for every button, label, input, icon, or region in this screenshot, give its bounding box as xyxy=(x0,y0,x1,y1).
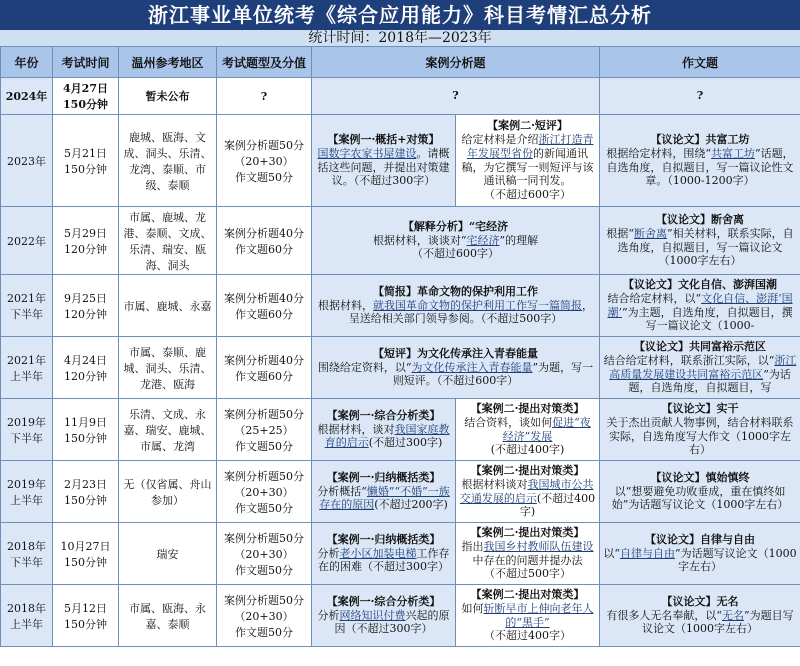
case-one-cell-body xyxy=(315,547,452,575)
essay-cell xyxy=(600,337,800,399)
case-cell-text: ”的理解 xyxy=(499,233,539,247)
question-type-cell: 案例分析题50分 （20+30） 作文题50分 xyxy=(217,461,312,523)
essay-cell xyxy=(600,115,800,207)
essay-cell-text: ”为话题，自选角度，自拟题目，写 xyxy=(628,367,791,395)
case-one-cell-text: 工作存在的困难（不超过300字） xyxy=(318,546,450,574)
case-two-cell-topic: 促进“夜经济”发展 xyxy=(502,415,591,443)
area-cell: 无（仅省属、舟山参加） xyxy=(119,461,217,523)
case-one-cell-text: (不超过200字) xyxy=(374,498,448,512)
case-cell-title: 【解释分析】“宅经济 xyxy=(402,219,509,233)
case-one-cell-text: 。请概括这些问题，并提出对策建议。（不超过300字） xyxy=(317,146,450,188)
table-row xyxy=(1,115,800,207)
case-cell-title: 【简报】革命文物的保护利用工作 xyxy=(373,284,538,298)
case-cell-text: 根据材料，谈谈对“ xyxy=(372,233,467,247)
stat-period: 统计时间：2018年—2023年 xyxy=(0,30,800,46)
year-cell: 2023年 xyxy=(1,115,53,207)
case-two-cell-title: 【案例二·提出对策类】 xyxy=(470,526,585,539)
case-two-cell-topic: 浙江打造青年发展型省份 xyxy=(467,133,594,160)
case-two-cell-title: 【案例二·提出对策类】 xyxy=(470,402,585,415)
col-case: 案例分析题 xyxy=(312,47,600,78)
year-cell: 2019年 上半年 xyxy=(1,461,53,523)
essay-cell-title: 【议论文】共富工坊 xyxy=(650,133,750,146)
exam-time-cell: 4月24日 120分钟 xyxy=(53,337,119,399)
case-two-cell-text: (不超过400字) xyxy=(519,491,596,519)
case-two-cell xyxy=(456,585,600,647)
case-two-cell-text: 中存在的问题并提办法 xyxy=(472,553,583,567)
case-one-cell xyxy=(312,461,456,523)
exam-time-cell: 2月23日 150分钟 xyxy=(53,461,119,523)
case-one-cell-topic: 老小区加装电梯 xyxy=(339,546,417,560)
question-type-cell: 案例分析题50分 （20+30） 作文题50分 xyxy=(217,523,312,585)
case-one-cell-body xyxy=(315,147,452,188)
case-two-cell-text: 指出 xyxy=(461,539,484,553)
case-two-cell-topic: 斩断早市上伸向老年人的“黑手” xyxy=(483,601,594,629)
case-one-cell-body xyxy=(315,423,452,451)
question-type-cell: ? xyxy=(217,78,312,115)
essay-cell-title: 【议论文】文化自信、澎湃国潮 xyxy=(623,278,778,291)
table-row xyxy=(1,461,800,523)
case-cell xyxy=(312,337,600,399)
case-two-cell-body xyxy=(459,133,596,188)
case-one-cell xyxy=(312,399,456,461)
essay-cell-title: 【议论文】自律与自由 xyxy=(645,532,756,546)
case-two-cell-limit: (不超过400字) xyxy=(490,443,565,457)
case-two-cell-title: 【案例二·提出对策类】 xyxy=(470,588,585,601)
essay-cell xyxy=(600,275,800,337)
essay-cell xyxy=(600,585,800,647)
case-one-cell-topic: 网络知识付费 xyxy=(339,608,406,622)
case-cell xyxy=(312,275,600,337)
case-one-cell xyxy=(312,585,456,647)
case-one-cell-title: 【案例一·综合分析类】 xyxy=(326,408,441,422)
essay-cell-body xyxy=(603,292,797,333)
year-cell: 2022年 xyxy=(1,207,53,275)
essay-cell xyxy=(600,399,800,461)
question-type-cell: 案例分析题40分 作文题60分 xyxy=(217,275,312,337)
question-type-cell: 案例分析题50分 （25+25） 作文题50分 xyxy=(217,399,312,461)
case-cell-limit: （不超过600字） xyxy=(412,247,499,261)
exam-time-cell: 5月12日 150分钟 xyxy=(53,585,119,647)
col-time: 考试时间 xyxy=(53,47,119,78)
case-two-cell-limit: （不超过500字） xyxy=(484,567,571,581)
table-row xyxy=(1,585,800,647)
case-cell-topic: 宅经济 xyxy=(466,233,500,247)
case-cell xyxy=(312,78,600,115)
exam-time-cell: 4月27日 150分钟 xyxy=(53,78,119,115)
case-two-cell-topic: 我国城市公共交通发展的启示 xyxy=(459,477,594,505)
essay-cell-title: 【议论文】断舍离 xyxy=(656,213,745,226)
essay-cell xyxy=(600,207,800,275)
case-two-cell-title: 【案例二·提出对策类】 xyxy=(470,464,585,477)
table-row xyxy=(1,523,800,585)
col-essay: 作文题 xyxy=(600,47,800,78)
case-one-cell-title: 【案例一·概括+对策】 xyxy=(327,133,440,146)
essay-cell xyxy=(600,78,800,115)
essay-cell-text: 结合给定材料，联系浙江实际，以“ xyxy=(603,353,775,367)
essay-cell-title: ? xyxy=(696,89,704,103)
essay-cell-text: 有很多人无名奉献，以“ xyxy=(606,608,723,622)
exam-summary-table xyxy=(0,46,800,647)
essay-cell-topic: 浙江高质量发展建设共同富裕示范区 xyxy=(609,353,797,381)
case-two-cell-body xyxy=(459,602,596,630)
case-one-cell-title: 【案例一·归纳概括类】 xyxy=(326,470,441,484)
area-cell: 瑞安 xyxy=(119,523,217,585)
essay-cell-title: 【议论文】慎始慎终 xyxy=(650,470,750,484)
essay-cell-topic: 文化自信、澎湃‘国潮’ xyxy=(607,291,793,319)
case-cell-topic: 为文化传承注入青春能量 xyxy=(411,360,533,374)
essay-cell-topic: 无名 xyxy=(722,608,745,622)
case-two-cell xyxy=(456,399,600,461)
year-cell: 2024年 xyxy=(1,78,53,115)
case-one-cell-topic: 我国家庭教育的启示 xyxy=(324,422,450,450)
essay-cell-topic: 共富工坊 xyxy=(711,146,756,160)
exam-time-cell: 9月25日 120分钟 xyxy=(53,275,119,337)
question-type-cell: 案例分析题40分 作文题60分 xyxy=(217,337,312,399)
area-cell: 市属、泰顺、鹿城、洞头、乐清、龙港、瓯海 xyxy=(119,337,217,399)
case-two-cell-text: 结合资料，谈如何 xyxy=(464,415,553,429)
year-cell: 2019年 下半年 xyxy=(1,399,53,461)
essay-cell-topic: 自律与自由 xyxy=(620,546,676,560)
case-one-cell-text: 分析概括“ xyxy=(317,484,367,498)
essay-cell-text: ”为主题，自选角度，自拟题目，撰写一篇议论文（1000- xyxy=(621,305,793,333)
table-row xyxy=(1,78,800,115)
case-two-cell-topic: 我国乡村教师队伍建设 xyxy=(483,539,594,553)
essay-cell-text: 根据给定材料，围绕“ xyxy=(606,146,712,160)
case-one-cell-text: (不超过300字) xyxy=(368,436,443,450)
page-title: 浙江事业单位统考《综合应用能力》科目考情汇总分析 xyxy=(0,0,800,30)
case-one-cell xyxy=(312,523,456,585)
area-cell: 市属、鹿城、永嘉 xyxy=(119,275,217,337)
essay-cell-body xyxy=(603,227,797,268)
question-type-cell: 案例分析题50分 （20+30） 作文题50分 xyxy=(217,585,312,647)
case-cell xyxy=(312,207,600,275)
case-cell-text: ，呈送给相关部门领导参阅。（不超过500字） xyxy=(348,298,593,326)
case-two-cell-body xyxy=(459,416,596,444)
case-two-cell xyxy=(456,523,600,585)
case-two-cell-limit: （不超过600字） xyxy=(484,188,571,201)
exam-time-cell: 5月21日 150分钟 xyxy=(53,115,119,207)
essay-cell-text: ”相关材料，联系实际，自选角度，自拟题目，写一篇议论文（1000字左右） xyxy=(617,226,794,268)
case-two-cell xyxy=(456,115,600,207)
essay-cell-body xyxy=(603,547,797,575)
case-one-cell-body xyxy=(315,485,452,513)
exam-time-cell: 10月27日 150分钟 xyxy=(53,523,119,585)
case-one-cell-topic: 国数字农家书屋建设 xyxy=(317,146,417,160)
case-cell-text: 围绕给定资料，以“ xyxy=(317,360,412,374)
case-cell-body xyxy=(315,361,596,389)
question-type-cell: 案例分析题50分 （20+30） 作文题50分 xyxy=(217,115,312,207)
area-cell: 乐清、文成、永嘉、瑞安、鹿城、市属、龙湾 xyxy=(119,399,217,461)
case-one-cell-text: 分析 xyxy=(317,608,340,622)
year-cell: 2018年 下半年 xyxy=(1,523,53,585)
essay-cell-text: 以“ xyxy=(603,546,621,560)
essay-cell-text: ”为话题写议论文（1000字左右） xyxy=(675,546,797,574)
essay-cell-text: ”话题，自选角度，自拟题目，写一篇议论性文章。（1000-1200字） xyxy=(606,146,794,188)
col-area: 温州参考地区 xyxy=(119,47,217,78)
essay-cell-topic: 断舍离 xyxy=(634,226,668,240)
case-two-cell-body xyxy=(459,540,596,568)
case-two-cell-text: 的新闻通讯稿，为它撰写一则短评与该通讯稿一同刊发。 xyxy=(461,146,594,188)
year-cell: 2021年 下半年 xyxy=(1,275,53,337)
case-two-cell-title: 【案例二·短评】 xyxy=(487,119,568,133)
case-one-cell-text: 兴起的原因（不超过300字） xyxy=(334,608,450,636)
essay-cell xyxy=(600,461,800,523)
essay-cell-text: ”为题目写议论文（1000字左右） xyxy=(642,608,794,636)
essay-cell-body xyxy=(603,609,797,637)
case-one-cell-topic: 懒婚”“不婚”一族存在的原因 xyxy=(319,484,450,512)
table-row xyxy=(1,399,800,461)
essay-cell-title: 【议论文】共同富裕示范区 xyxy=(634,340,767,353)
essay-cell-title: 【议论文】实干 xyxy=(661,402,739,415)
year-cell: 2021年 上半年 xyxy=(1,337,53,399)
case-two-cell-limit: （不超过400字） xyxy=(484,629,571,643)
essay-cell-text: 关于杰出贡献人物事例，结合材料联系实际，自选角度写大作文（1000字左右） xyxy=(606,415,794,457)
table-header-row xyxy=(1,47,800,78)
case-cell-topic: 就我国革命文物的保护利用工作写一篇简报 xyxy=(373,298,582,312)
case-cell-text: ”为题，写一则短评。（不超过600字） xyxy=(392,360,594,388)
case-one-cell-title: 【案例一·归纳概括类】 xyxy=(326,532,441,546)
case-cell-body xyxy=(315,234,596,248)
year-cell: 2018年 上半年 xyxy=(1,585,53,647)
case-one-cell-body xyxy=(315,609,452,637)
case-two-cell-text: 如何 xyxy=(461,601,484,615)
exam-time-cell: 11月9日 150分钟 xyxy=(53,399,119,461)
table-row xyxy=(1,207,800,275)
area-cell: 鹿城、瓯海、文成、洞头、乐清、龙湾、泰顺、市级、泰顺 xyxy=(119,115,217,207)
case-two-cell xyxy=(456,461,600,523)
case-one-cell-title: 【案例一·综合分析类】 xyxy=(326,594,441,608)
table-row xyxy=(1,275,800,337)
area-cell: 市属、瓯海、永嘉、泰顺 xyxy=(119,585,217,647)
essay-cell-body xyxy=(603,354,797,395)
case-one-cell-text: 分析 xyxy=(317,546,340,560)
col-type: 考试题型及分值 xyxy=(217,47,312,78)
essay-cell-title: 【议论文】无名 xyxy=(661,594,739,608)
area-cell: 市属、鹿城、龙港、泰顺、文成、乐清、瑞安、瓯海、洞头 xyxy=(119,207,217,275)
question-type-cell: 案例分析题40分 作文题60分 xyxy=(217,207,312,275)
essay-cell xyxy=(600,523,800,585)
case-cell-title: ? xyxy=(452,89,459,103)
case-two-cell-body xyxy=(459,478,596,519)
case-cell-body xyxy=(315,299,596,327)
essay-cell-body xyxy=(603,147,797,188)
case-cell-text: 根据材料， xyxy=(318,298,373,312)
essay-cell-text: 结合给定材料，以“ xyxy=(607,291,702,305)
table-row xyxy=(1,337,800,399)
exam-time-cell: 5月29日 120分钟 xyxy=(53,207,119,275)
essay-cell-body xyxy=(603,485,797,513)
col-year: 年份 xyxy=(1,47,53,78)
case-cell-title: 【短评】为文化传承注入青春能量 xyxy=(373,346,538,360)
case-two-cell-text: 根据材料谈对 xyxy=(461,477,528,491)
essay-cell-text: 以“想要避免功败垂成，重在慎终如始”为话题写议论文（1000字左右） xyxy=(611,484,789,512)
case-one-cell xyxy=(312,115,456,207)
area-cell: 暂未公布 xyxy=(119,78,217,115)
essay-cell-body xyxy=(603,416,797,457)
essay-cell-text: 根据“ xyxy=(606,226,635,240)
case-two-cell-text: 给定材料是介绍 xyxy=(461,133,539,146)
case-one-cell-text: 根据材料，谈对 xyxy=(317,422,395,436)
